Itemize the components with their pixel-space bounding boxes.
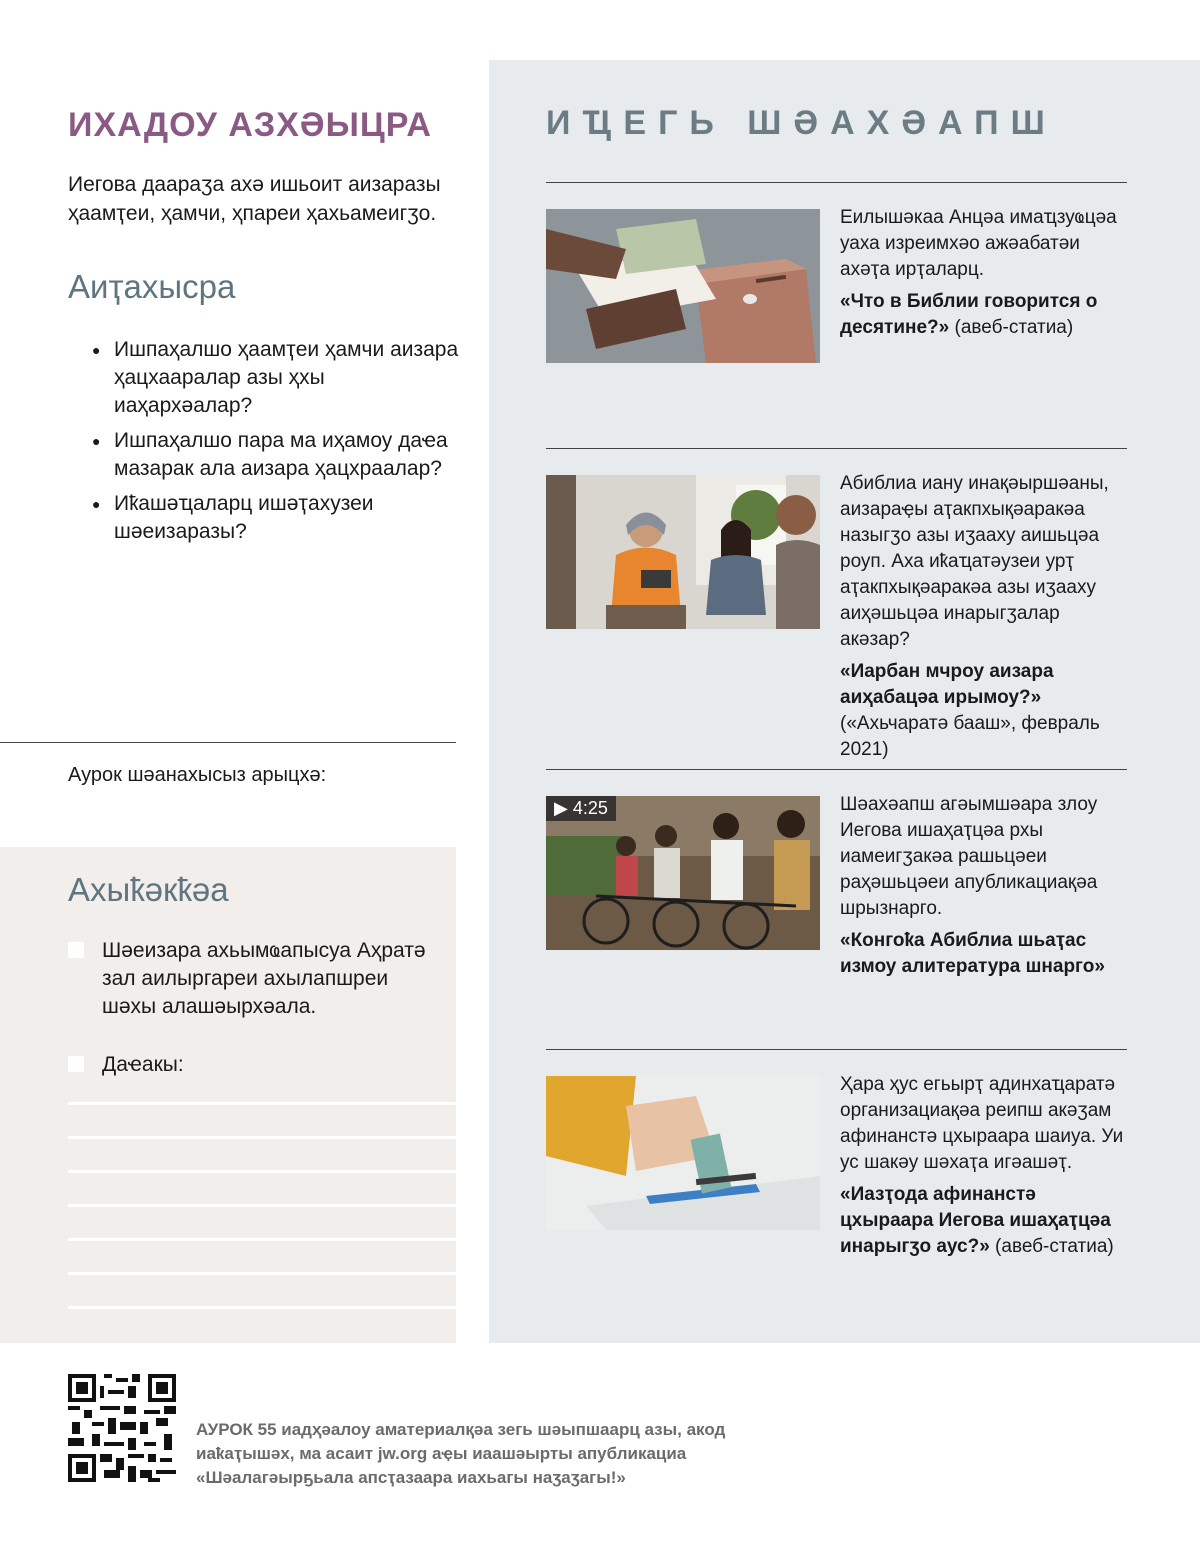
link-note: (авеб-статиа) (989, 1236, 1114, 1257)
link-title[interactable]: «Конгоҟа Абиблиа шьаҭас измоу алитература шнарго» (840, 930, 1105, 977)
writing-lines[interactable] (68, 1102, 456, 1340)
explore-panel (489, 60, 1200, 1343)
women-bible-discussion-image[interactable] (546, 475, 820, 629)
link-note: (авеб-статиа) (949, 317, 1074, 338)
divider (0, 742, 456, 743)
link-note: («Ахьчаратә бааш», февраль 2021) (840, 713, 1100, 760)
explore-title: ИҴЕГЬ ШӘАХӘАПШ (546, 104, 1057, 142)
divider (546, 769, 1127, 770)
divider (546, 182, 1127, 183)
link-title[interactable]: «Что в Библии говорится о десятине?» (840, 291, 1098, 338)
men-with-bicycles-video-thumbnail[interactable] (546, 796, 820, 950)
explore-item-link[interactable] (840, 289, 1130, 341)
explore-item (840, 1072, 1130, 1260)
video-length-badge: ▶ 4:25 (546, 796, 616, 821)
review-title: Аиҭахысра (68, 268, 236, 305)
date-label: Аурок шәанахысыз арыцхә: (68, 764, 327, 786)
explore-item-link[interactable] (840, 928, 1130, 980)
task-label: Шәеизара ахьымҩапысуа Аҳратә зал аилыргареи ахылапшреи шәхы алашәырхәала. (102, 939, 426, 1018)
explore-item (840, 792, 1130, 980)
explore-item-text: Ҳара ҳус егьырҭ адинхаҵаратә организациақәа реипш акәӡам афинанстә цхыраара шаиуа. Уи ус шакәу шәхаҭа игәашәҭ. (840, 1074, 1124, 1173)
task-item-other (68, 1051, 438, 1079)
task-label: Даҽакы: (102, 1053, 184, 1076)
explore-item-link[interactable] (840, 1182, 1130, 1260)
link-title[interactable]: «Иарбан мчроу аизара аиҳабацәа ирымоу?» (840, 661, 1054, 708)
explore-item-text: Шәахәапш агәымшәара злоу Иегова ишаҳаҭцәа рхы иамеигӡакәа рашьцәеи раҳәшьцәеи апубликациақәа шрызнарго. (840, 794, 1098, 919)
divider (546, 448, 1127, 449)
review-questions (92, 336, 462, 553)
task-checkbox[interactable] (68, 942, 84, 958)
footer-text: АУРОК 55 иадҳәалоу аматериалқәа зегь шәыпшаарц азы, акод иаҟаҭышәх, ма асаит jw.org аҿы иаашәырты апубликациа «Шәалагәырҕьала апсҭазаара иахьагы наӡаӡагы!» (196, 1420, 726, 1487)
qr-code-icon[interactable] (68, 1374, 176, 1482)
explore-item-text: Еилышәкаа Анцәа имаҵзуҩцәа уаха изреимхәо ажәабатәи ахәҭа ирҭаларц. (840, 207, 1117, 280)
link-title[interactable]: «Иазҭода афинанстә цхыраара Иегова ишаҳаҭцәа инарыгӡо аус?» (840, 1184, 1111, 1257)
hand-contribution-slot-image[interactable] (546, 1076, 820, 1230)
divider (546, 1049, 1127, 1050)
summary-text: Иегова даараӡа ахә ишьоит аизаразы ҳаамҭеи, ҳамчи, ҳпареи ҳахьамеигӡо. (68, 173, 441, 225)
explore-item (840, 205, 1130, 341)
task-item (68, 937, 438, 1021)
review-question: ● Иҟашәҵаларц ишәҭахузеи шәеизаразы? (92, 490, 462, 546)
task-checkbox[interactable] (68, 1056, 84, 1072)
review-question: ● Ишпаҳалшо пара ма иҳамоу даҽа мазарак ала аизара ҳацхраалар? (92, 427, 462, 483)
hands-envelope-donation-image[interactable] (546, 209, 820, 363)
summary-title: ИХАДОУ АЗХӘЫЦРА (68, 106, 432, 144)
tasks-title: Ахыҟәкҟәа (68, 871, 229, 908)
review-question: ● Ишпаҳалшо ҳаамҭеи ҳамчи аизара ҳацхааралар азы ҳхы иаҳархәалар? (92, 336, 462, 420)
explore-item (840, 471, 1130, 763)
explore-item-link[interactable] (840, 659, 1130, 763)
tasks-panel (0, 847, 456, 1343)
explore-item-text: Абиблиа иану инақәыршәаны, аизараҿы аҭакпхықәаракәа назыгӡо азы иӡааху аишьцәа роуп. Аха иҟаҵатәузеи урҭ аҭакпхықәаракәа азы иӡааху аиҳәшьцәа инарыгӡалар акәзар? (840, 473, 1109, 650)
